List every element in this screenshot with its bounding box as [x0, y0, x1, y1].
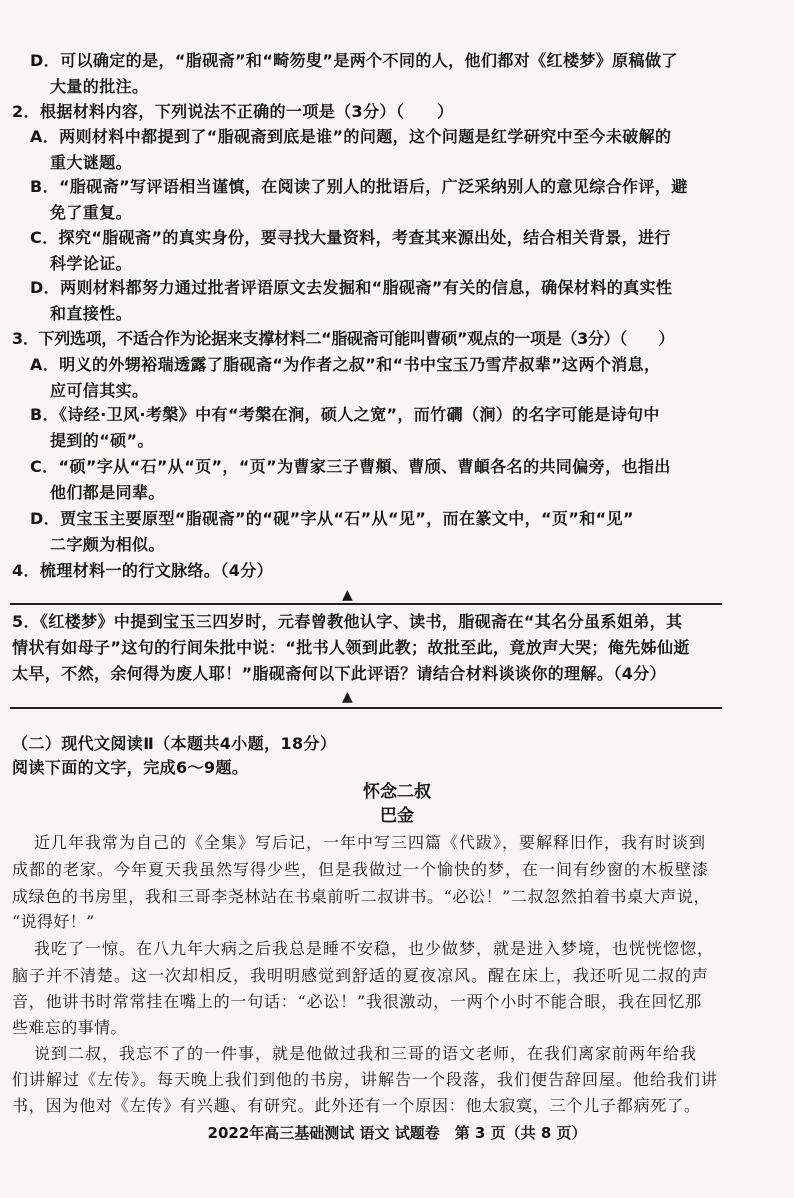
- q2-option-a-line1: A．两则材料中都提到了“脂砚斋到底是谁”的问题，这个问题是红学研究中至今未破解的: [30, 127, 672, 146]
- section-instruction: 阅读下面的文字，完成6～9题。: [12, 758, 249, 777]
- answer-mark: ▲: [342, 689, 353, 705]
- essay-p2-line3: 音，他讲书时常常挂在嘴上的一句话：“必讼！”我很激动，一两个小时不能合眼，我在回忆那: [12, 992, 702, 1011]
- q2-stem: 2．根据材料内容，下列说法不正确的一项是（3分）（ ）: [12, 102, 454, 121]
- essay-p3-line2: 们讲解过《左传》。每天晚上我们到他的书房，讲解告一个段落，我们便告辞回屋。他给我们讲: [12, 1070, 719, 1089]
- essay-p1-line3: 成绿色的书房里，我和三哥李尧林站在书桌前听二叔讲书。“必讼！”二叔忽然拍着书桌大声说，: [12, 887, 711, 906]
- essay-p3-line1: 说到二叔，我忘不了的一件事，就是他做过我和三哥的语文老师，在我们离家前两年给我: [34, 1044, 698, 1063]
- q4-stem: 4．梳理材料一的行文脉络。（4分）: [12, 561, 274, 580]
- q3-option-c-line2: 他们都是同辈。: [50, 483, 165, 502]
- divider-line: [10, 603, 722, 605]
- q5-line1: 5．《红楼梦》中提到宝玉三四岁时，元春曾教他认字、读书，脂砚斋在“其名分虽系姐弟，其: [12, 612, 683, 631]
- section-heading: （二）现代文阅读Ⅱ（本题共4小题，18分）: [12, 734, 337, 753]
- essay-p1-line1: 近几年我常为自己的《全集》写后记，一年中写三四篇《代跋》，要解释旧作，我有时谈到: [34, 833, 707, 852]
- q2-option-c-line2: 科学论证。: [50, 254, 133, 273]
- essay-author: 巴金: [380, 806, 414, 826]
- q3-option-c-line1: C．“硕”字从“石”从“页”，“页”为曹家三子曹頫、曹颀、曹頔各名的共同偏旁，也指出: [30, 457, 671, 476]
- essay-p2-line4: 些难忘的事情。: [12, 1018, 127, 1037]
- q3-option-a-line2: 应可信其实。: [50, 381, 149, 400]
- essay-p3-line3: 书，因为他对《左传》有兴趣、有研究。此外还有一个原因：他太寂寞，三个儿子都病死了。: [12, 1096, 701, 1115]
- q2-option-a-line2: 重大谜题。: [50, 153, 133, 172]
- q2-option-d-line1: D．两则材料都努力通过批者评语原文去发掘和“脂砚斋”有关的信息，确保材料的真实性: [30, 278, 673, 297]
- q5-line3: 太早，不然，余何得为废人耶！”脂砚斋何以下此评语？请结合材料谈谈你的理解。（4分）: [12, 664, 667, 683]
- q1-option-d-line1: D．可以确定的是，“脂砚斋”和“畸笏叟”是两个不同的人，他们都对《红楼梦》原稿做了: [30, 51, 678, 70]
- q2-option-c-line1: C．探究“脂砚斋”的真实身份，要寻找大量资料，考查其来源出处，结合相关背景，进行: [30, 228, 671, 247]
- q5-line2: 情状有如母子”这句的行间朱批中说：“批书人领到此教；故批至此，竟放声大哭；俺先姊仙逝: [12, 638, 690, 657]
- q3-option-b-line2: 提到的“硕”。: [50, 431, 154, 450]
- divider-line: [10, 707, 722, 709]
- q3-option-a-line1: A．明义的外甥裕瑞透露了脂砚斋“为作者之叔”和“书中宝玉乃雪芹叔辈”这两个消息，: [30, 355, 661, 374]
- essay-p2-line2: 脑子并不清楚。这一次却相反，我明明感觉到舒适的夏夜凉风。醒在床上，我还听见二叔的声: [12, 966, 710, 985]
- q3-option-b-line1: B．《诗经·卫风·考槃》中有“考槃在涧，硕人之宽”，而竹磵（涧）的名字可能是诗句中: [30, 405, 660, 424]
- q2-option-b-line1: B．“脂砚斋”写评语相当谨慎，在阅读了别人的批语后，广泛采纳别人的意见综合作评，避: [30, 177, 688, 196]
- q2-option-d-line2: 和直接性。: [50, 304, 133, 323]
- answer-mark: ▲: [342, 587, 353, 603]
- q3-option-d-line2: 二字颇为相似。: [50, 535, 165, 554]
- q2-option-b-line2: 免了重复。: [50, 203, 133, 222]
- page-footer: 2022年高三基础测试 语文 试题卷 第 3 页（共 8 页）: [207, 1124, 587, 1142]
- q3-stem: 3．下列选项，不适合作为论据来支撑材料二“脂砚斋可能叫曹硕”观点的一项是（3分）（ ）: [12, 329, 675, 348]
- q1-option-d-line2: 大量的批注。: [50, 77, 149, 96]
- essay-title: 怀念二叔: [363, 782, 431, 802]
- essay-p1-line4: “说得好！”: [12, 912, 95, 931]
- essay-p2-line1: 我吃了一惊。在八九年大病之后我总是睡不安稳，也少做梦，就是进入梦境，也恍恍惚惚，: [34, 939, 715, 958]
- essay-p1-line2: 成都的老家。今年夏天我虽然写得少些，但是我做过一个愉快的梦，在一间有纱窗的木板壁漆: [12, 860, 710, 879]
- q3-option-d-line1: D．贾宝玉主要原型“脂砚斋”的“砚”字从“石”从“见”，而在篆文中，“页”和“见”: [30, 509, 634, 528]
